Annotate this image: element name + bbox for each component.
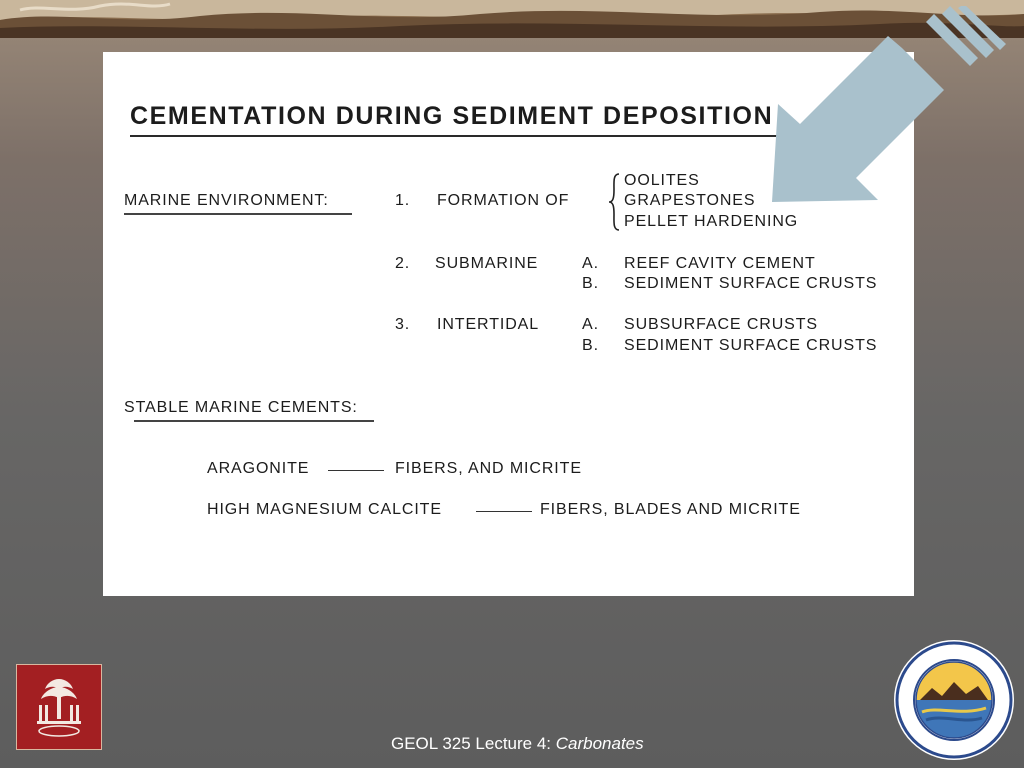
sub-letter: B. [582, 275, 599, 292]
sub-letter: B. [582, 337, 599, 354]
sub-item: REEF CAVITY CEMENT [624, 255, 816, 272]
formation-item: GRAPESTONES [624, 192, 756, 209]
footer-topic: Carbonates [555, 734, 644, 753]
geological-sciences-seal-icon [892, 638, 1016, 762]
item-number: 1. [395, 192, 411, 209]
sub-item: SEDIMENT SURFACE CRUSTS [624, 337, 878, 354]
usc-palmetto-logo-icon [16, 664, 102, 750]
sub-item: SEDIMENT SURFACE CRUSTS [624, 275, 878, 292]
cement-fabric: FIBERS, BLADES AND MICRITE [540, 501, 801, 518]
formation-item: OOLITES [624, 172, 700, 189]
item-label: SUBMARINE [435, 255, 539, 272]
cement-fabric: FIBERS, AND MICRITE [395, 460, 582, 477]
item-number: 2. [395, 255, 411, 272]
marine-environment-heading: MARINE ENVIRONMENT: [124, 192, 329, 209]
connector-line [328, 470, 384, 471]
sub-item: SUBSURFACE CRUSTS [624, 316, 818, 333]
sub-letter: A. [582, 255, 599, 272]
pointer-arrow-icon [760, 6, 1010, 206]
slide-footer [391, 734, 644, 754]
heading-underline [124, 213, 352, 215]
title-underline [130, 135, 810, 137]
connector-line [476, 511, 532, 512]
item-number: 3. [395, 316, 411, 333]
footer-course: GEOL 325 Lecture 4: [391, 734, 556, 753]
cement-mineral: ARAGONITE [207, 460, 310, 477]
item-label: FORMATION OF [437, 192, 570, 209]
slide-title: CEMENTATION DURING SEDIMENT DEPOSITION [130, 102, 774, 130]
stable-cements-heading: STABLE MARINE CEMENTS: [124, 399, 358, 416]
cement-mineral: HIGH MAGNESIUM CALCITE [207, 501, 442, 518]
sub-letter: A. [582, 316, 599, 333]
curly-brace [607, 172, 621, 232]
formation-item: PELLET HARDENING [624, 213, 799, 230]
item-label: INTERTIDAL [437, 316, 540, 333]
heading-underline [134, 420, 374, 422]
